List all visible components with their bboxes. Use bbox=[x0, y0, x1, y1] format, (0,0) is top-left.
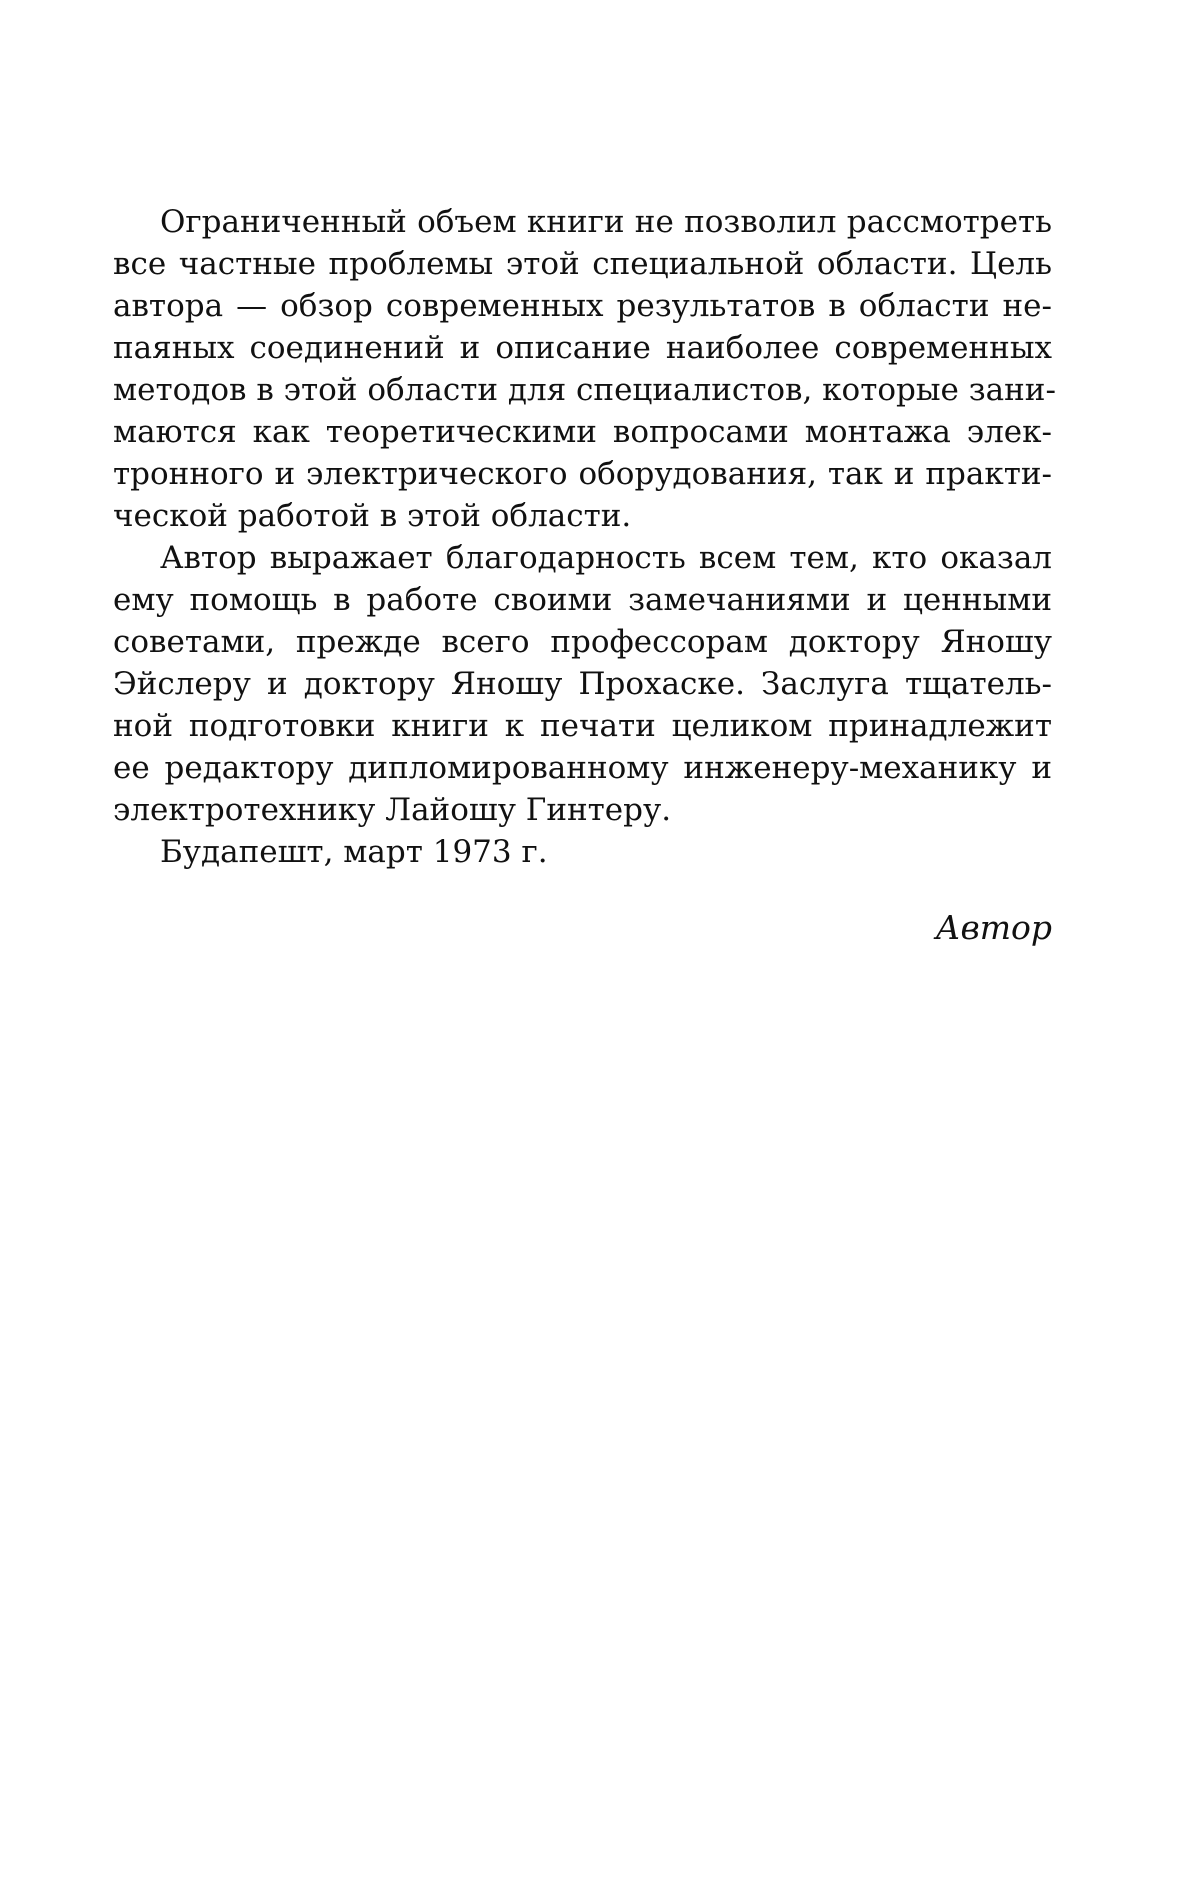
text-line: маются как теоретическими вопросами монтажа элек- bbox=[113, 411, 1052, 453]
text-line: Ограниченный объем книги не позволил рассмотреть bbox=[113, 201, 1052, 243]
text-line: тронного и электрического оборудования, так и практи- bbox=[113, 453, 1052, 495]
text-line: методов в этой области для специалистов, которые зани- bbox=[113, 369, 1052, 411]
paragraph-acknowledgements bbox=[113, 537, 1052, 831]
text-line: советами, прежде всего профессорам доктору Яношу bbox=[113, 621, 1052, 663]
preface-text bbox=[113, 201, 1052, 873]
text-line: все частные проблемы этой специальной области. Цель bbox=[113, 243, 1052, 285]
place-date: Будапешт, март 1973 г. bbox=[113, 831, 1052, 873]
paragraph-limitations bbox=[113, 201, 1052, 537]
author-signature: Автор bbox=[936, 907, 1052, 949]
paragraph-place-date bbox=[113, 831, 1052, 873]
text-line: паяных соединений и описание наиболее современных bbox=[113, 327, 1052, 369]
text-line: ческой работой в этой области. bbox=[113, 495, 1052, 537]
text-line: автора — обзор современных результатов в области не- bbox=[113, 285, 1052, 327]
text-line: Автор выражает благодарность всем тем, кто оказал bbox=[113, 537, 1052, 579]
text-line: ему помощь в работе своими замечаниями и ценными bbox=[113, 579, 1052, 621]
book-page bbox=[0, 0, 1200, 1880]
text-line: ной подготовки книги к печати целиком принадлежит bbox=[113, 705, 1052, 747]
text-line: ее редактору дипломированному инженеру-механику и bbox=[113, 747, 1052, 789]
text-line: Эйслеру и доктору Яношу Прохаске. Заслуга тщатель- bbox=[113, 663, 1052, 705]
text-line: электротехнику Лайошу Гинтеру. bbox=[113, 789, 1052, 831]
